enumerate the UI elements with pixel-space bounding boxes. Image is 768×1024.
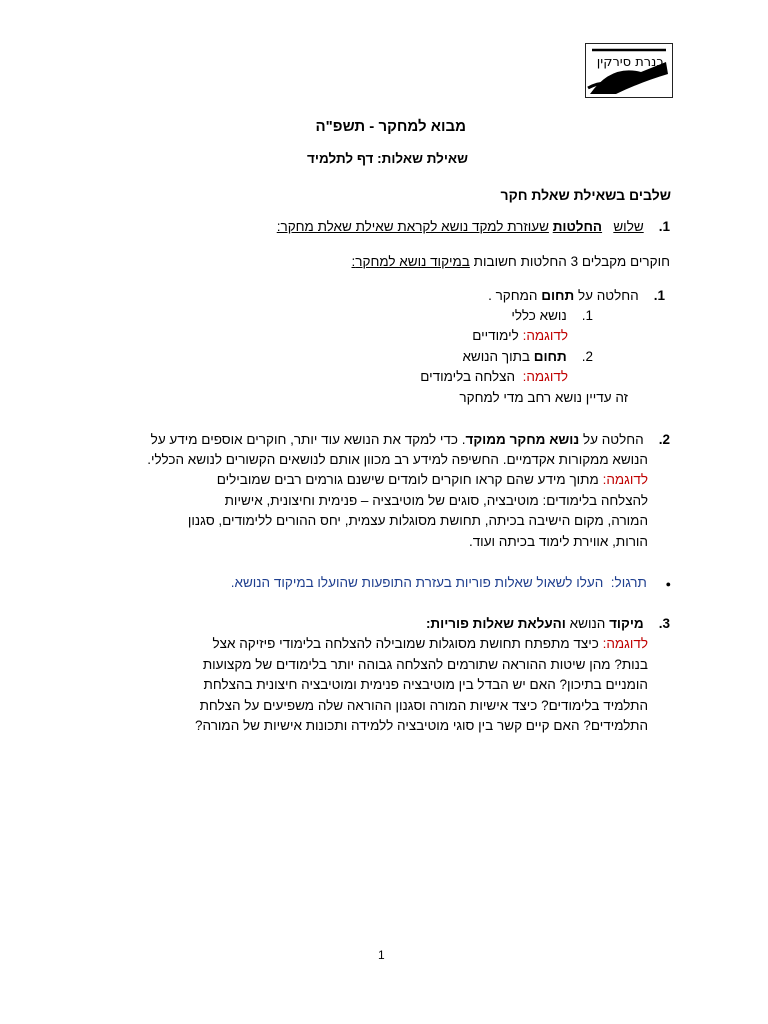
exercise-line: [231, 575, 671, 590]
decision-3-example-label: לדוגמה:: [602, 636, 648, 651]
example-2-text: הצלחה בלימודים: [420, 369, 516, 384]
decision-3-example-text: כיצד מתפתח תחושת מסוגלות שמובילה להצלחה בלימודי פיזיקה אצל: [212, 636, 599, 651]
intro-underline: במיקוד נושא למחקר: [355, 254, 470, 269]
decision-3-line-5: התלמיד בלימודים? כיצד אישיות המורה וסגנון ההוראה שלה משפיעים על הצלחת: [199, 698, 648, 713]
sub-2-number: 2.: [581, 349, 593, 364]
intro-colon: :: [351, 254, 356, 269]
decision-2-number: 2.: [658, 432, 670, 447]
example-1-text: לימודיים: [472, 328, 519, 343]
decision-2-text-c: . כדי למקד את הנושא עוד יותר, חוקרים אוספים מידע על: [150, 432, 466, 447]
section-heading: שלבים בשאילת שאלת חקר: [500, 187, 671, 203]
example-1-label: לדוגמה:: [522, 328, 568, 343]
decision-2-example-label: לדוגמה:: [602, 472, 648, 487]
decision-2-line-5: המורה, מקום הישיבה בכיתה, תחושת מסוגלות עצמית, יחס ההורים ללימודים, סגנון: [187, 513, 648, 528]
decision-2-line-2: הנושא ממקורות אקדמיים. החשיפה למידע רב מכוון אותם לנושאים הקשורים לנושא הכללי.: [147, 452, 648, 467]
decision-2-bold: נושא מחקר ממוקד: [465, 432, 580, 447]
decision-2-line-6: הורות, אווירת לימוד בכיתה ועוד.: [468, 534, 648, 549]
decision-1-sub-2: [462, 349, 593, 364]
decision-1-sub-1: [511, 308, 593, 323]
sub-1-number: 1.: [581, 308, 593, 323]
sub-1-text: נושא כללי: [511, 308, 567, 323]
decision-3-bold-c: והעלאת שאלות פוריות:: [425, 616, 566, 631]
point-1-word-a: שלוש: [613, 219, 644, 234]
decision-1-example-2: [420, 369, 568, 384]
decision-2-example-text: מתוך מידע שהם קראו חוקרים לומדים שישנם גורמים רבים שמובילים: [216, 472, 599, 487]
decision-3-line-3: בנות? מהן שיטות ההוראה שתורמים להצלחה גבוהה יותר בלימודים של מקצועות: [202, 657, 648, 672]
page-subtitle: שאילת שאלות: דף לתלמיד: [307, 151, 468, 166]
point-1-text: שעוזרת למקד נושא לקראת שאילת שאלת מחקר:: [276, 219, 549, 234]
sub-2-text: בתוך הנושא: [462, 349, 530, 364]
college-logo: [585, 43, 673, 98]
decision-1: [488, 288, 665, 303]
exercise-bullet: ●: [665, 579, 671, 589]
decision-1-example-1: [472, 328, 568, 343]
page-number: 1: [378, 948, 385, 962]
page-title: מבוא למחקר - תשפ"ה: [315, 118, 466, 135]
point-1-number: 1.: [658, 219, 670, 234]
decision-2-line-1: [151, 432, 670, 447]
example-2-label: לדוגמה:: [522, 369, 568, 384]
decision-3-number: 3.: [658, 616, 670, 631]
decision-3-bold-a: מיקוד: [609, 616, 644, 631]
decision-3-line-6: התלמידים? האם קיים קשר בין סוגי מוטיבציה ללמידה ותכונות אישיות של המורה?: [195, 718, 648, 733]
decision-2-text-a: החלטה על: [582, 432, 644, 447]
decision-1-text-a: החלטה על: [577, 288, 639, 303]
sub-2-bold: תחום: [533, 349, 567, 364]
decision-3-text-b: הנושא: [569, 616, 606, 631]
decision-1-note: זה עדיין נושא רחב מדי למחקר: [459, 390, 628, 405]
exercise-text: העלו לשאול שאלות פוריות בעזרת התופעות שהועלו במיקוד הנושא.: [230, 575, 604, 590]
decision-3-line-1: [426, 616, 670, 631]
point-1: [277, 219, 670, 234]
exercise-label: תרגול:: [610, 575, 647, 590]
decision-1-number: 1.: [653, 288, 665, 303]
decision-3-line-2: [212, 636, 648, 651]
decision-3-line-4: הומניים בתיכון? האם יש הבדל בין מוטיבציה פנימית ומוטיבציה חיצונית בהצלחת: [203, 677, 648, 692]
decision-2-line-4: להצלחה בלימודים: מוטיבציה, סוגים של מוטיבציה – פנימית וחיצונית, אישיות: [224, 493, 648, 508]
decision-2-line-3: [217, 472, 648, 487]
decision-1-text-bold: תחום: [541, 288, 575, 303]
logo-graphic: [586, 44, 672, 97]
intro-text: חוקרים מקבלים 3 החלטות חשובות: [473, 254, 670, 269]
decision-1-text-c: המחקר .: [488, 288, 538, 303]
point-1-word-b: החלטות: [552, 219, 603, 234]
svg-text:כנרת סירקין: כנרת סירקין: [596, 55, 664, 70]
intro-line: [352, 254, 671, 269]
